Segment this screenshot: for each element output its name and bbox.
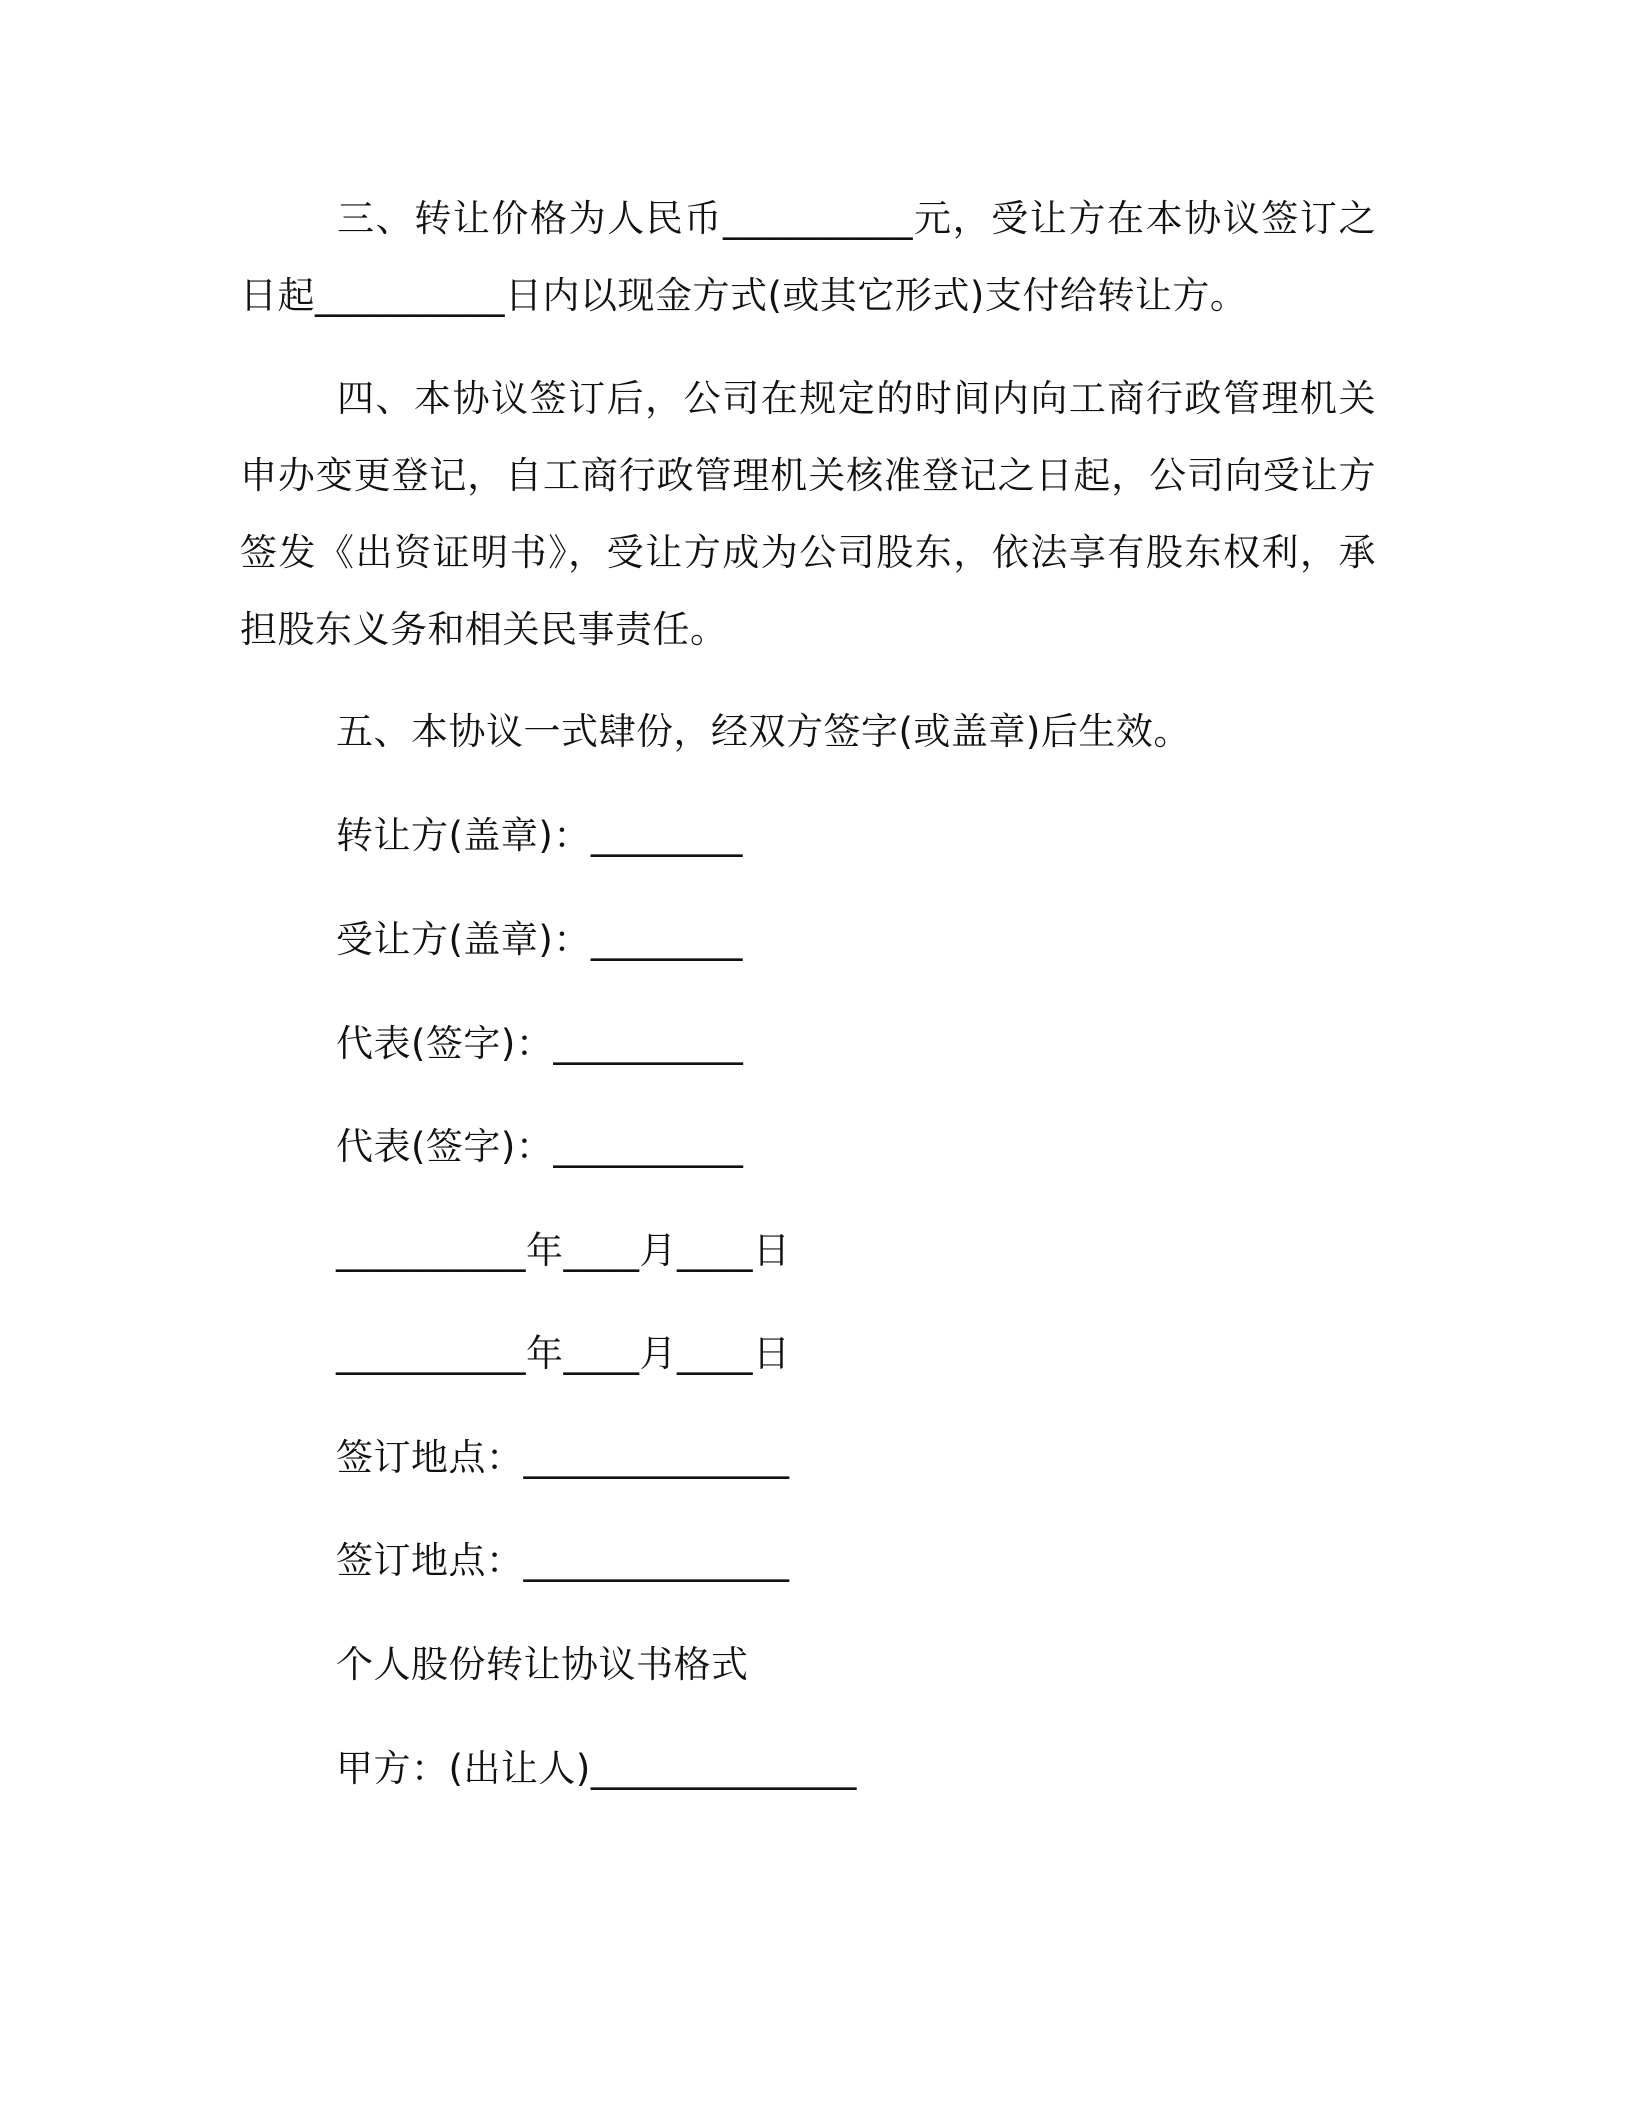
date-line-2: __________年____月____日 xyxy=(336,1332,791,1375)
party-a-line: 甲方：(出让人)______________ xyxy=(336,1747,857,1790)
clause-5-paragraph: 五、本协议一式肆份，经双方签字(或盖章)后生效。 xyxy=(336,710,1191,753)
clause-4-paragraph xyxy=(240,360,1376,668)
signing-place-line-2: 签订地点：______________ xyxy=(336,1539,790,1582)
clause-3-text: 三、转让价格为人民币__________元，受让方在本协议签订之日起__________日内以现金方式(或其它形式)支付给转让方。 xyxy=(240,197,1376,317)
clause-4-text: 四、本协议签订后，公司在规定的时间内向工商行政管理机关申办变更登记，自工商行政管理机关核准登记之日起，公司向受让方签发《出资证明书》，受让方成为公司股东，依法享有股东权利，承担股东义务和相关民事责任。 xyxy=(240,377,1376,651)
signing-place-line-1: 签订地点：______________ xyxy=(336,1436,790,1479)
representative-signature-line-2: 代表(签字)：__________ xyxy=(336,1125,744,1168)
transferor-seal-line: 转让方(盖章)：________ xyxy=(336,814,743,857)
clause-3-paragraph xyxy=(240,180,1376,334)
date-line-1: __________年____月____日 xyxy=(336,1229,791,1272)
transferee-seal-line: 受让方(盖章)：________ xyxy=(336,918,743,961)
representative-signature-line-1: 代表(签字)：__________ xyxy=(336,1022,744,1065)
section-title: 个人股份转让协议书格式 xyxy=(336,1643,749,1686)
